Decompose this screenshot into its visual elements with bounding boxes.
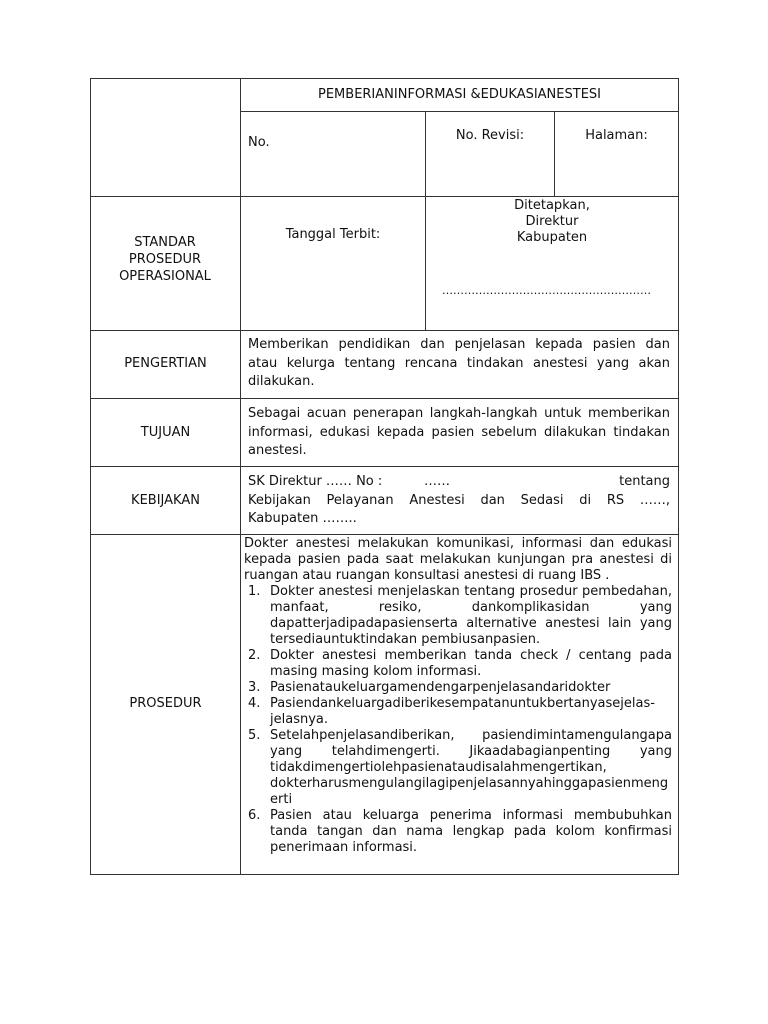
ditetapkan-line-2: Direktur: [525, 214, 579, 229]
step-number: 1.: [248, 584, 261, 599]
label-column-divider: [240, 78, 241, 875]
row-divider-kebijakan: [90, 466, 679, 467]
step-text: Dokter anestesi menjelaskan tentang prosedur pembedahan, manfaat, resiko, dankomplikasidan yang dapatterjadipadapasienserta alternative anestesi lain yang tersediauntuktindakan pembiusanpasien.: [270, 584, 672, 647]
kebijakan-line-3: Kabupaten ……..: [248, 511, 357, 526]
no-revisi-label: No. Revisi:: [455, 128, 525, 143]
no-label: No.: [248, 135, 270, 150]
step-text: Setelahpenjelasandiberikan, pasiendimintamengulangapa yang telahdimengerti. Jikaadabagianpenting yang tidakdimengertiolehpasienataudisalahmengertikan, dokterharusmengulangilagipenjelasannyahinggapasienmeng erti: [270, 728, 672, 807]
header-column-divider-2: [554, 111, 555, 197]
step-number: 4.: [248, 696, 261, 711]
prosedur-content: [244, 536, 672, 856]
step-number: 3.: [248, 680, 261, 695]
step-number: 2.: [248, 648, 261, 663]
ditetapkan-line-1: Ditetapkan,: [514, 198, 590, 213]
tujuan-line-2: informasi, edukasi kepada pasien sebelum dilakukan tindakan: [248, 425, 670, 440]
sop-label-line-1: STANDAR: [134, 235, 196, 250]
header-title-divider: [240, 111, 679, 112]
kebijakan-sk-text: SK Direktur …… No :: [248, 474, 383, 489]
step-text: Pasiendankeluargadiberikesempatanuntukbertanyasejelas-jelasnya.: [270, 696, 655, 727]
kebijakan-line-2: Kebijakan Pelayanan Anestesi dan Sedasi di RS ……,: [248, 493, 670, 508]
step-number: 6.: [248, 808, 261, 823]
tujuan-line-1: Sebagai acuan penerapan langkah-langkah untuk memberikan: [248, 406, 670, 421]
prosedur-step: [244, 808, 672, 856]
table-border-bottom: [90, 874, 679, 875]
signature-line: …………………………………………………: [442, 284, 651, 297]
prosedur-label: PROSEDUR: [129, 696, 202, 711]
pengertian-line-2: atau kelurga tentang rencana tindakan anestesi yang akan: [248, 356, 670, 371]
tanggal-terbit-label: Tanggal Terbit:: [285, 227, 381, 242]
table-border-top: [90, 78, 679, 79]
tujuan-label: TUJUAN: [140, 425, 191, 440]
table-border-left: [90, 78, 91, 875]
document-title: PEMBERIANINFORMASI &EDUKASIANESTESI: [318, 87, 601, 102]
pengertian-line-3: dilakukan.: [248, 374, 315, 389]
sop-label-line-3: OPERASIONAL: [119, 269, 211, 284]
pengertian-label: PENGERTIAN: [124, 356, 207, 371]
prosedur-step: [244, 680, 672, 696]
sop-label-line-2: PROSEDUR: [128, 252, 202, 267]
kebijakan-tentang: tentang: [619, 474, 670, 489]
prosedur-step: [244, 728, 672, 808]
row-divider-sop: [90, 196, 679, 197]
row-divider-tujuan: [90, 398, 679, 399]
prosedur-steps: [244, 584, 672, 856]
ditetapkan-line-3: Kabupaten: [516, 230, 588, 245]
pengertian-line-1: Memberikan pendidikan dan penjelasan kepada pasien dan: [248, 337, 670, 352]
halaman-label: Halaman:: [585, 128, 648, 143]
prosedur-intro: Dokter anestesi melakukan komunikasi, informasi dan edukasi kepada pasien pada saat melakukan kunjungan pra anestesi di ruangan atau ruangan konsultasi anestesi di ruang IBS .: [244, 536, 672, 583]
prosedur-step: [244, 696, 672, 728]
kebijakan-label: KEBIJAKAN: [131, 493, 200, 508]
step-number: 5.: [248, 728, 261, 743]
tujuan-line-3: anestesi.: [248, 443, 307, 458]
row-divider-pengertian: [90, 330, 679, 331]
row-divider-prosedur: [90, 534, 679, 535]
step-text: Dokter anestesi memberikan tanda check / centang pada masing masing kolom informasi.: [270, 648, 672, 679]
kebijakan-sk-number: ……: [424, 474, 450, 489]
step-text: Pasien atau keluarga penerima informasi membubuhkan tanda tangan dan nama lengkap pada kolom konfirmasi penerimaan informasi.: [270, 808, 672, 855]
prosedur-step: [244, 648, 672, 680]
table-border-right: [678, 78, 679, 875]
step-text: Pasienataukeluargamendengarpenjelasandaridokter: [270, 680, 611, 695]
prosedur-step: [244, 584, 672, 648]
